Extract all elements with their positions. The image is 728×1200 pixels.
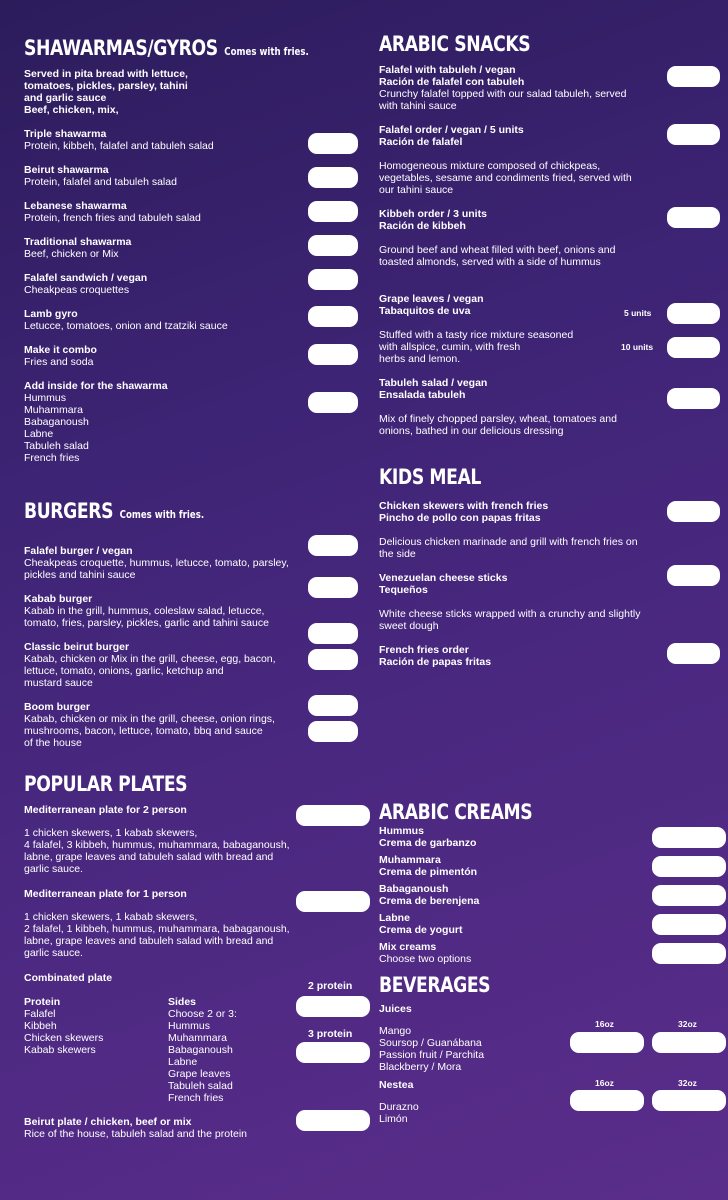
menu-item-mediterranean-plate-1: Mediterranean plate for 1 person 1 chicken skewers, 1 kabab skewers, 2 falafel, 1 kibbeh, hummus, muhammara, babaganoush, labne, grape leaves and tabuleh salad with bread and garlic sauce.	[24, 888, 290, 959]
burgers-subtitle: Comes with fries.	[119, 509, 205, 521]
shawarmas-title: SHAWARMAS/GYROS Comes with fries.	[24, 36, 309, 60]
price-pill	[667, 124, 720, 145]
menu-item-make-it-combo: Make it combo Fries and soda	[24, 344, 97, 368]
price-pill	[667, 207, 720, 228]
burgers-title: BURGERS Comes with fries.	[24, 499, 205, 523]
price-pill	[652, 914, 726, 935]
price-pill	[570, 1090, 644, 1111]
menu-item-combinated-plate: Combinated plate	[24, 972, 113, 984]
price-pill	[308, 344, 358, 365]
menu-item-lebanese-shawarma: Lebanese shawarma Protein, french fries and tabuleh salad	[24, 200, 201, 224]
menu-item-mediterranean-plate-2: Mediterranean plate for 2 person 1 chicken skewers, 1 kabab skewers, 4 falafel, 3 kibbeh, hummus, muhammara, babaganoush, labne, grape leaves and tabuleh salad with bread and garlic sauce.	[24, 804, 290, 875]
shawarmas-subtitle: Comes with fries.	[224, 46, 309, 58]
price-pill	[652, 856, 726, 877]
price-pill	[296, 805, 370, 826]
price-pill	[570, 1032, 644, 1053]
price-pill	[667, 66, 720, 87]
price-pill	[667, 643, 720, 664]
menu-item-beirut-plate: Beirut plate / chicken, beef or mix Rice of the house, tabuleh salad and the protein	[24, 1116, 247, 1140]
price-pill	[652, 827, 726, 848]
price-pill	[652, 885, 726, 906]
nestea-label: Nestea	[379, 1079, 414, 1091]
price-pill	[308, 392, 358, 413]
price-pill	[667, 388, 720, 409]
price-pill	[308, 695, 358, 716]
price-pill	[308, 306, 358, 327]
price-pill	[667, 501, 720, 522]
protein-list: Protein Falafel Kibbeh Chicken skewers Kabab skewers	[24, 996, 104, 1056]
menu-item-babaganoush: Babaganoush Crema de berenjena	[379, 883, 480, 907]
menu-item-classic-beirut-burger: Classic beirut burger Kabab, chicken or Mix in the grill, cheese, egg, bacon, lettuce, tomato, onions, garlic, ketchup and mustard sauce	[24, 641, 276, 689]
kids-meal-title: KIDS MEAL	[379, 465, 481, 489]
menu-item-mix-creams: Mix creams Choose two options	[379, 941, 472, 965]
label-5-units: 5 units	[624, 308, 652, 318]
menu-item-tabuleh-salad: Tabuleh salad / vegan Ensalada tabuleh Mix of finely chopped parsley, wheat, tomatoes and onions, bathed in our delicious dressing	[379, 377, 617, 437]
menu-item-add-inside: Add inside for the shawarma Hummus Muhammara Babaganoush Labne Tabuleh salad French fries	[24, 380, 168, 464]
menu-item-beirut-shawarma: Beirut shawarma Protein, falafel and tabuleh salad	[24, 164, 177, 188]
menu-item-falafel-burger: Falafel burger / vegan Cheakpeas croquette, hummus, letucce, tomato, parsley, pickles and tahini sauce	[24, 545, 289, 581]
label-3-protein: 3 protein	[308, 1028, 353, 1040]
price-pill	[308, 167, 358, 188]
price-pill	[296, 1042, 370, 1063]
price-pill	[308, 269, 358, 290]
menu-item-french-fries: French fries order Ración de papas fritas	[379, 644, 492, 668]
sides-list: Sides Choose 2 or 3: Hummus Muhammara Babaganoush Labne Grape leaves Tabuleh salad French fries	[168, 996, 237, 1104]
menu-item-chicken-skewers: Chicken skewers with french fries Pincho de pollo con papas fritas Delicious chicken marinade and grill with french fries on the side	[379, 500, 638, 560]
price-pill	[308, 721, 358, 742]
menu-item-boom-burger: Boom burger Kabab, chicken or mix in the grill, cheese, onion rings, mushrooms, bacon, lettuce, tomato, bbq and sauce of the house	[24, 701, 275, 749]
menu-item-labne: Labne Crema de yogurt	[379, 912, 463, 936]
price-pill	[667, 565, 720, 586]
price-pill	[652, 1090, 726, 1111]
size-32oz: 32oz	[678, 1019, 697, 1029]
price-pill	[308, 201, 358, 222]
label-2-protein: 2 protein	[308, 980, 353, 992]
label-10-units: 10 units	[621, 342, 654, 352]
price-pill	[308, 649, 358, 670]
menu-item-falafel-order: Falafel order / vegan / 5 units Ración de falafel Homogeneous mixture composed of chickpeas, vegetables, sesame and condiments fried, served with our tahini sauce	[379, 124, 632, 196]
menu-item-hummus: Hummus Crema de garbanzo	[379, 825, 477, 849]
size-16oz: 16oz	[595, 1019, 614, 1029]
arabic-creams-title: ARABIC CREAMS	[379, 800, 533, 824]
menu-item-cheese-sticks: Venezuelan cheese sticks Tequeños White cheese sticks wrapped with a crunchy and slightly sweet dough	[379, 572, 641, 632]
size-32oz: 32oz	[678, 1078, 697, 1088]
menu-item-traditional-shawarma: Traditional shawarma Beef, chicken or Mix	[24, 236, 132, 260]
beverages-title: BEVERAGES	[379, 973, 491, 997]
price-pill	[308, 577, 358, 598]
price-pill	[296, 891, 370, 912]
price-pill	[296, 1110, 370, 1131]
menu-item-falafel-sandwich: Falafel sandwich / vegan Cheakpeas croquettes	[24, 272, 148, 296]
juices-list: Mango Soursop / Guanábana Passion fruit / Parchita Blackberry / Mora	[379, 1025, 485, 1073]
price-pill	[308, 235, 358, 256]
menu-item-kabab-burger: Kabab burger Kabab in the grill, hummus, coleslaw salad, letucce, tomato, fries, parsley, pickles, garlic and tahini sauce	[24, 593, 269, 629]
price-pill	[667, 337, 720, 358]
popular-plates-title: POPULAR PLATES	[24, 772, 188, 796]
menu-item-triple-shawarma: Triple shawarma Protein, kibbeh, falafel and tabuleh salad	[24, 128, 214, 152]
nestea-list: Durazno Limón	[379, 1101, 419, 1125]
price-pill	[667, 303, 720, 324]
menu-item-kibbeh: Kibbeh order / 3 units Ración de kibbeh Ground beef and wheat filled with beef, onions and toasted almonds, served with a side of hummus	[379, 208, 616, 268]
menu-item-muhammara: Muhammara Crema de pimentón	[379, 854, 478, 878]
juices-label: Juices	[379, 1003, 412, 1015]
price-pill	[308, 623, 358, 644]
price-pill	[308, 133, 358, 154]
menu-item-grape-leaves: Grape leaves / vegan Tabaquitos de uva Stuffed with a tasty rice mixture seasoned with allspice, cumin, with fresh herbs and lemon.	[379, 293, 574, 365]
price-pill	[652, 943, 726, 964]
arabic-snacks-title: ARABIC SNACKS	[379, 32, 531, 56]
menu-item-falafel-tabuleh: Falafel with tabuleh / vegan Ración de falafel con tabuleh Crunchy falafel topped with our salad tabuleh, served with tahini sauce	[379, 64, 627, 112]
menu-item-lamb-gyro: Lamb gyro Letucce, tomatoes, onion and tzatziki sauce	[24, 308, 228, 332]
price-pill	[652, 1032, 726, 1053]
shawarmas-intro: Served in pita bread with lettuce, tomatoes, pickles, parsley, tahini and garlic sauce Beef, chicken, mix,	[24, 68, 188, 116]
price-pill	[308, 535, 358, 556]
size-16oz: 16oz	[595, 1078, 614, 1088]
price-pill	[296, 996, 370, 1017]
